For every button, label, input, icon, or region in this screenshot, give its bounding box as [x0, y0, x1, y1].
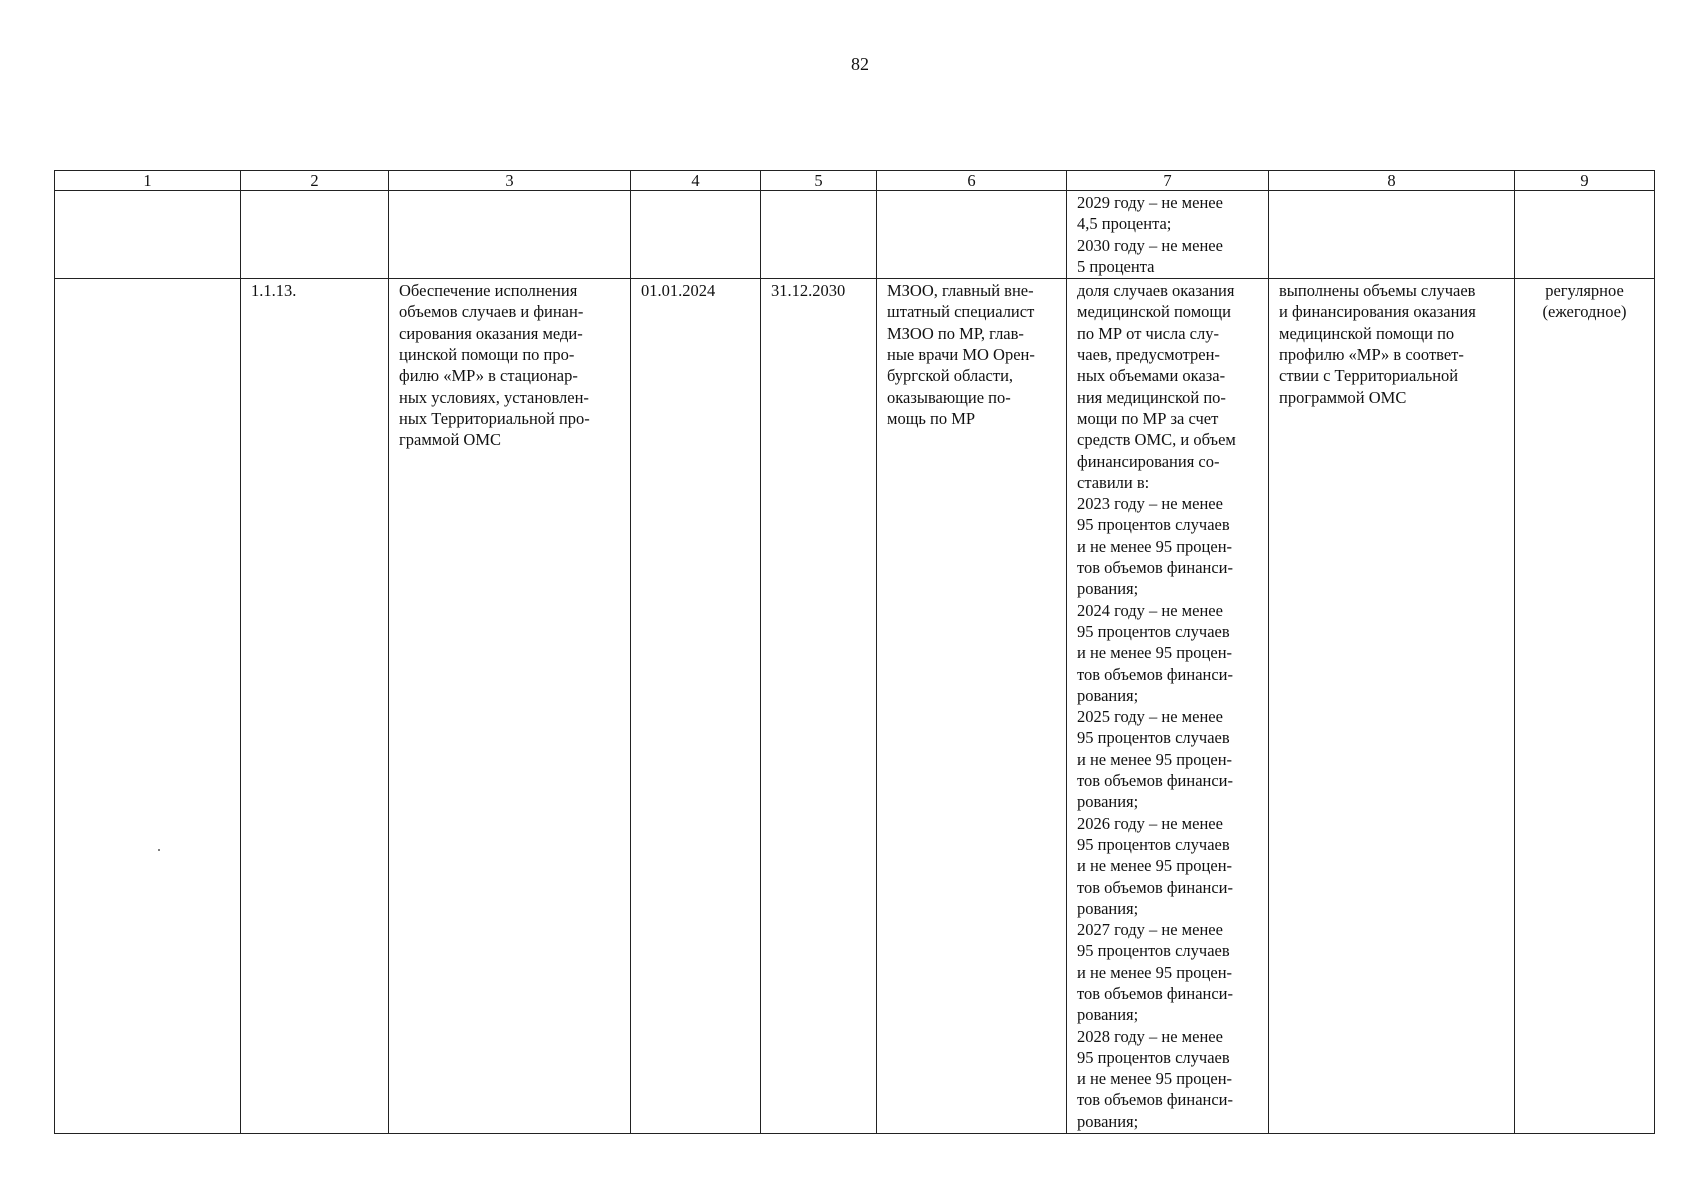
col-header-3: 3: [389, 171, 631, 191]
cell-line: ных объемами оказа-: [1077, 366, 1226, 386]
cell-line: ставили в:: [1077, 472, 1150, 492]
cell-end-date: 31.12.2030: [761, 279, 877, 1134]
measures-table: [54, 170, 1655, 1134]
cell-line: рования;: [1077, 792, 1139, 812]
cell-line: программой ОМС: [1279, 387, 1407, 407]
cell-line: медицинской помощи по: [1279, 323, 1455, 343]
cell-line: и не менее 95 процен-: [1077, 749, 1233, 769]
cell-line: рования;: [1077, 898, 1139, 918]
cell-line: рования;: [1077, 1111, 1139, 1131]
cell-start-date: 01.01.2024: [631, 279, 761, 1134]
cell-line: 95 процентов случаев: [1077, 1047, 1230, 1067]
continuation-row: [55, 191, 1655, 279]
cell-line: ных условиях, установлен-: [399, 387, 589, 407]
cell-line: профилю «МР» в соответ-: [1279, 345, 1464, 365]
col-header-8: 8: [1269, 171, 1515, 191]
cell-line: мощи по МР за счет: [1077, 408, 1219, 428]
cell-measure-name: [389, 279, 631, 1134]
col-header-1: 1: [55, 171, 241, 191]
cont-cell-5: [761, 191, 877, 279]
cell-line: медицинской помощи: [1077, 302, 1231, 322]
cell-line: (ежегодное): [1542, 302, 1627, 322]
cell-line: рования;: [1077, 1005, 1139, 1025]
cell-line: по МР от числа слу-: [1077, 323, 1219, 343]
cell-line: и не менее 95 процен-: [1077, 856, 1233, 876]
cell-line: штатный специалист: [887, 302, 1035, 322]
cell-line: и не менее 95 процен-: [1077, 643, 1233, 663]
cell-line: рования;: [1077, 579, 1139, 599]
cell-line: объемов случаев и финан-: [399, 302, 584, 322]
cell-line: ные врачи МО Орен-: [887, 345, 1035, 365]
cell-line: 5 процента: [1077, 256, 1155, 276]
cell-line: тов объемов финанси-: [1077, 558, 1234, 578]
col-header-7: 7: [1067, 171, 1269, 191]
cell-line: бургской области,: [887, 366, 1014, 386]
cell-line: ния медицинской по-: [1077, 387, 1226, 407]
cont-cell-2: [241, 191, 389, 279]
col-header-4: 4: [631, 171, 761, 191]
cell-line: тов объемов финанси-: [1077, 983, 1234, 1003]
cell-line: сирования оказания меди-: [399, 323, 583, 343]
cell-line: МЗОО, главный вне-: [887, 281, 1034, 301]
cell-line: выполнены объемы случаев: [1279, 281, 1476, 301]
cell-line: цинской помощи по про-: [399, 345, 575, 365]
cont-cell-4: [631, 191, 761, 279]
table-row: [55, 279, 1655, 1134]
cont-cell-6: [877, 191, 1067, 279]
col-header-9: 9: [1515, 171, 1655, 191]
cell-line: 95 процентов случаев: [1077, 941, 1230, 961]
col-header-6: 6: [877, 171, 1067, 191]
cell-line: тов объемов финанси-: [1077, 1090, 1234, 1110]
col-header-2: 2: [241, 171, 389, 191]
cell-line: тов объемов финанси-: [1077, 664, 1234, 684]
cell-line: 2025 году – не менее: [1077, 707, 1223, 727]
cell-col1: [55, 279, 241, 1134]
cell-line: 4,5 процента;: [1077, 214, 1172, 234]
cell-line: тов объемов финанси-: [1077, 771, 1234, 791]
cell-line: 2030 году – не менее: [1077, 235, 1223, 255]
scan-speck: [158, 849, 160, 851]
cell-line: МЗОО по МР, глав-: [887, 323, 1024, 343]
cell-responsible: [877, 279, 1067, 1134]
cell-line: и не менее 95 процен-: [1077, 962, 1233, 982]
cell-line: 2026 году – не менее: [1077, 813, 1223, 833]
cell-line: 95 процентов случаев: [1077, 515, 1230, 535]
cell-line: чаев, предусмотрен-: [1077, 345, 1220, 365]
header-row: [55, 171, 1655, 191]
cell-line: ных Территориальной про-: [399, 408, 590, 428]
cell-line: 2029 году – не менее: [1077, 193, 1223, 212]
cell-line: граммой ОМС: [399, 430, 502, 450]
cell-line: доля случаев оказания: [1077, 281, 1235, 301]
cell-item-number: 1.1.13.: [241, 279, 389, 1134]
cell-line: оказывающие по-: [887, 387, 1011, 407]
cell-result: [1269, 279, 1515, 1134]
cell-line: 2027 году – не менее: [1077, 920, 1223, 940]
cell-line: 2024 году – не менее: [1077, 600, 1223, 620]
cont-cell-3: [389, 191, 631, 279]
cell-line: 2028 году – не менее: [1077, 1026, 1223, 1046]
cell-line: 95 процентов случаев: [1077, 621, 1230, 641]
cell-line: финансирования со-: [1077, 451, 1220, 471]
cell-line: и не менее 95 процен-: [1077, 536, 1233, 556]
cell-control-type: [1515, 279, 1655, 1134]
cell-line: 2023 году – не менее: [1077, 494, 1223, 514]
cont-cell-9: [1515, 191, 1655, 279]
cell-line: и не менее 95 процен-: [1077, 1069, 1233, 1089]
page-number: 82: [851, 54, 869, 74]
cell-line: рования;: [1077, 685, 1139, 705]
cont-cell-7: [1067, 191, 1269, 279]
cell-line: тов объемов финанси-: [1077, 877, 1234, 897]
cont-cell-8: [1269, 191, 1515, 279]
cell-line: мощь по МР: [887, 408, 976, 428]
cell-indicator: [1067, 279, 1269, 1134]
cell-line: и финансирования оказания: [1279, 302, 1476, 322]
cell-line: средств ОМС, и объем: [1077, 430, 1236, 450]
cell-line: Обеспечение исполнения: [399, 281, 578, 301]
cell-line: филю «МР» в стационар-: [399, 366, 578, 386]
cont-cell-1: [55, 191, 241, 279]
cell-line: 95 процентов случаев: [1077, 728, 1230, 748]
col-header-5: 5: [761, 171, 877, 191]
cell-line: 95 процентов случаев: [1077, 834, 1230, 854]
cell-line: ствии с Территориальной: [1279, 366, 1459, 386]
cell-line: регулярное: [1545, 281, 1624, 301]
